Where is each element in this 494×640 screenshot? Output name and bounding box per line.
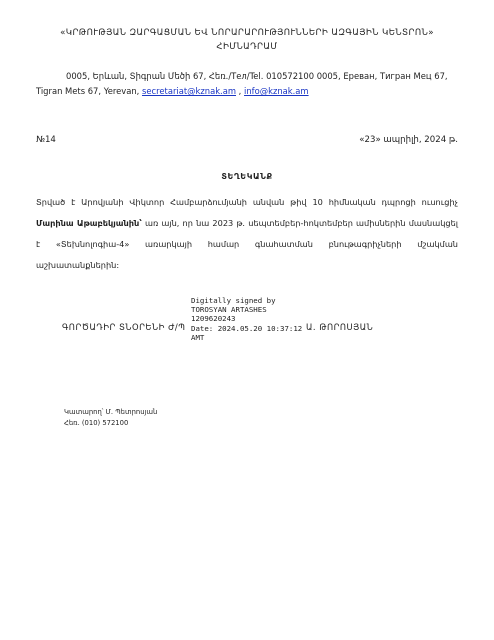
digital-signature-signer: TOROSYAN ARTASHES (191, 305, 267, 315)
digital-signature-date: Date: 2024.05.20 10:37:12 (191, 323, 303, 333)
document-body (36, 192, 458, 276)
organization-name: «ԿՐԹՈՒԹՅԱՆ ԶԱՐԳԱՑՄԱՆ ԵՎ ՆՈՐԱՐԱՐՈՒԹՅՈՒՆՆԵՐԻ ԱԶԳԱՅԻՆ ԿԵՆՏՐՈՆ» (60, 28, 434, 38)
signatory-role: ԳՈՐԾԱԴԻՐ ՏՆՕՐԵՆԻ Ժ/Պ (62, 322, 186, 332)
digital-signature-id: 1209620243 (191, 314, 236, 324)
body-text-part1: Տրված է Արովյանի Վիկտոր Համբարձումյանի անվան թիվ 10 հիմնական դպրոցի ուսուցիչ (36, 197, 458, 207)
document-number: №14 (36, 135, 56, 145)
document-date: «23» ապրիլի, 2024 թ. (359, 135, 458, 145)
organization-type: ՀԻՄՆԱԴՐԱՄ (216, 42, 278, 52)
body-text-part2: առ այն, որ նա 2023 թ. սեպտեմբեր-հոկտեմբեր ամիսներին մասնակցել է «Տեխնոլոգիա-4» առարկայի համար գնահատման բնութագրիչների մշակման աշխատանքներին: (36, 218, 459, 270)
email-link-info[interactable]: info@kznak.am (244, 86, 309, 96)
address-text: 0005, Երևան, Տիգրան Մեծի 67, Հեռ./Тел/Tel. 010572100 0005, Ереван, Тигран Мец 67, Tigran Mets 67, Yerevan, (36, 71, 448, 96)
document-title: ՏԵՂԵԿԱՆՔ (221, 172, 273, 181)
signatory-name: Ա. ԹՈՐՈՍՅԱՆ (306, 322, 374, 332)
digital-signature-line: Digitally signed by (191, 296, 276, 305)
executor-name: Կատարող՝ Մ. Պետրոսյան (64, 408, 158, 416)
address-block (36, 69, 456, 99)
recipient-name: Մարինա Աթաբեկյանին՝ (36, 218, 142, 228)
digital-signature-timezone: AMT (191, 332, 205, 342)
executor-phone: Հեռ. (010) 572100 (64, 419, 129, 427)
email-separator: , (236, 86, 245, 96)
digital-signature (191, 296, 302, 342)
email-link-secretariat[interactable]: secretariat@kznak.am (142, 86, 237, 96)
